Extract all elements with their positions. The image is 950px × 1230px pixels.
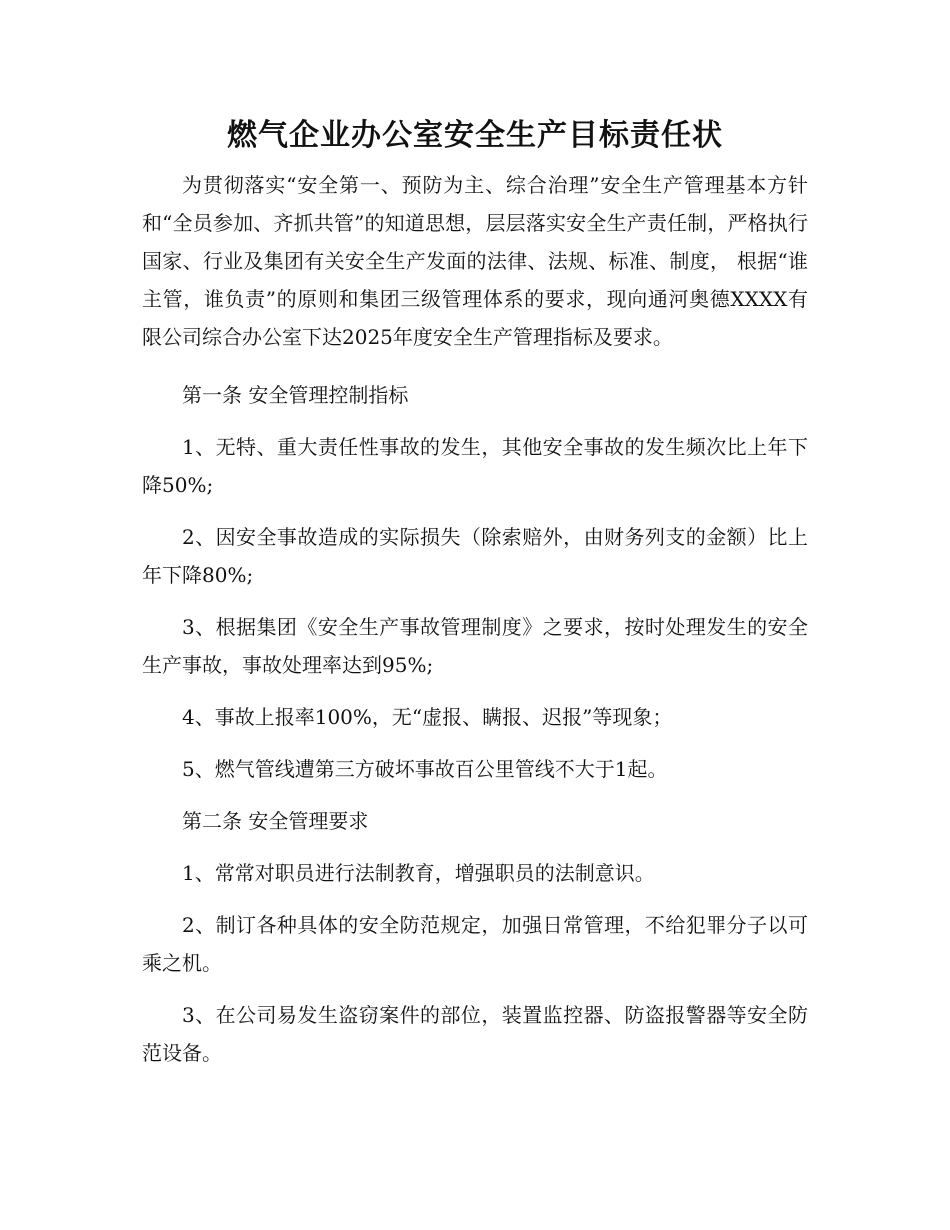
document-title: 燃气企业办公室安全生产目标责任状 (227, 118, 723, 153)
indicator-item-1: 1、无特、重大责任性事故的发生，其他安全事故的发生频次比上年下降50%; (142, 435, 808, 497)
indicator-item-2: 2、因安全事故造成的实际损失（除索赔外，由财务列支的金额）比上年下降80%; (142, 525, 808, 587)
indicator-item-4: 4、事故上报率100%，无“虚报、瞒报、迟报”等现象； (182, 705, 673, 729)
requirement-item-1: 1、常常对职员进行法制教育，增强职员的法制意识。 (182, 861, 655, 885)
requirement-item-3: 3、在公司易发生盗窃案件的部位，装置监控器、防盗报警器等安全防范设备。 (142, 1003, 808, 1065)
indicator-item-3: 3、根据集团《安全生产事故管理制度》之要求，按时处理发生的安全生产事故，事故处理率达到95%; (142, 615, 808, 677)
requirement-item-2: 2、制订各种具体的安全防范规定，加强日常管理，不给犯罪分子以可乘之机。 (142, 913, 808, 975)
section-heading-article-2: 第二条 安全管理要求 (182, 809, 369, 833)
section-heading-article-1: 第一条 安全管理控制指标 (182, 383, 409, 407)
indicator-item-5: 5、燃气管线遭第三方破坏事故百公里管线不大于1起。 (182, 757, 668, 781)
document-body (142, 166, 808, 1086)
intro-paragraph: 为贯彻落实“安全第一、预防为主、综合治理”安全生产管理基本方针和“全员参加、齐抓共管”的知道思想，层层落实安全生产责任制，严格执行国家、行业及集团有关安全生产发面的法律、法规、标准、制度， 根据“谁主管，谁负责”的原则和集团三级管理体系的要求，现向通河奥德XXXX有限公司综合办公室下达2025年度安全生产管理指标及要求。 (142, 173, 808, 349)
